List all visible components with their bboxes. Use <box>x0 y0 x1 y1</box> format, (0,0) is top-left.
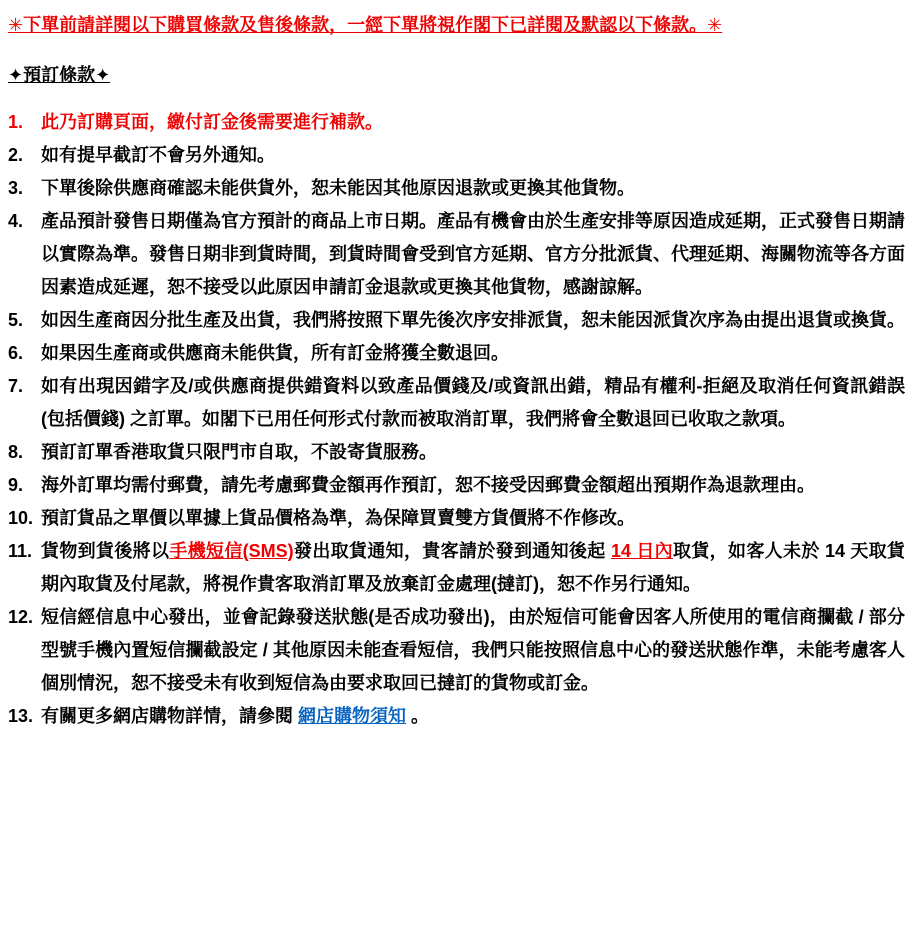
term-text: 如有提早截訂不會另外通知。 <box>41 145 275 165</box>
term-text: 預訂訂單香港取貨只限門市自取，不設寄貨服務。 <box>41 442 437 462</box>
store-shopping-guide-link[interactable]: 網店購物須知 <box>298 706 406 726</box>
term-item <box>8 700 905 733</box>
term-item <box>8 601 905 700</box>
term-item <box>8 337 905 370</box>
term-number: 3. <box>8 178 24 198</box>
term-number: 2. <box>8 145 24 165</box>
preorder-terms-document <box>8 9 905 733</box>
term-text-segment: 有關更多網店購物詳情，請參閱 <box>41 706 298 726</box>
term-number: 6. <box>8 343 24 363</box>
term-number: 13. <box>8 706 34 726</box>
term-text: 下單後除供應商確認未能供貨外，恕未能因其他原因退款或更換其他貨物。 <box>41 178 635 198</box>
term-text-segment: 發出取貨通知，貴客請於發到通知後起 <box>293 541 611 561</box>
term-text: 短信經信息中心發出，並會記錄發送狀態(是否成功發出)，由於短信可能會因客人所使用的電信商攔截 / 部分型號手機內置短信攔截設定 / 其他原因未能查看短信，我們只能按照信息中心的發送狀態作準，未能考慮客人個別情況，恕不接受未有收到短信為由要求取回已撻訂的貨物或訂金。 <box>41 607 905 693</box>
term-text-segment: 貨物到貨後將以 <box>41 541 170 561</box>
term-text: 產品預計發售日期僅為官方預計的商品上市日期。產品有機會由於生產安排等原因造成延期，正式發售日期請以實際為準。發售日期非到貨時間，到貨時間會受到官方延期、官方分批派貨、代理延期、海關物流等各方面因素造成延遲，恕不接受以此原因申請訂金退款或更換其他貨物，感謝諒解。 <box>41 211 905 297</box>
term-item <box>8 172 905 205</box>
term-text: 海外訂單均需付郵費，請先考慮郵費金額再作預訂，恕不接受因郵費金額超出預期作為退款理由。 <box>41 475 815 495</box>
term-item <box>8 205 905 304</box>
sms-notice-highlight: 手機短信(SMS) <box>169 541 294 561</box>
term-item <box>8 304 905 337</box>
term-number: 7. <box>8 376 24 396</box>
preorder-terms-section-title: ✦預訂條款✦ <box>8 65 111 85</box>
term-number: 11. <box>8 541 33 561</box>
term-item <box>8 139 905 172</box>
purchase-notice-heading: ✳下單前請詳閱以下購買條款及售後條款，一經下單將視作閣下已詳閱及默認以下條款。✳ <box>8 15 723 35</box>
term-number: 5. <box>8 310 24 330</box>
terms-list <box>8 106 905 733</box>
term-text-segment: 取貨，如客人未於 14 天取貨期內取貨及付尾款，將視作貴客取消訂單及放棄訂金處理(撻訂)，恕不作另行通知。 <box>41 541 906 594</box>
term-item <box>8 370 905 436</box>
term-item <box>8 535 905 601</box>
term-number: 4. <box>8 211 24 231</box>
term-number: 8. <box>8 442 24 462</box>
term-text-segment: 。 <box>406 706 430 726</box>
term-text: 此乃訂購頁面，繳付訂金後需要進行補款。 <box>41 112 383 132</box>
pickup-deadline-highlight: 14 日內 <box>610 541 673 561</box>
term-text: 如有出現因錯字及/或供應商提供錯資料以致產品價錢及/或資訊出錯，精品有權利-拒絕及取消任何資訊錯誤(包括價錢) 之訂單。如閣下已用任何形式付款而被取消訂單，我們將會全數退回已收取之款項。 <box>41 376 905 429</box>
term-text: 如果因生產商或供應商未能供貨，所有訂金將獲全數退回。 <box>41 343 509 363</box>
term-item <box>8 502 905 535</box>
term-number: 12. <box>8 607 34 627</box>
term-text <box>41 700 905 733</box>
term-number: 9. <box>8 475 24 495</box>
term-item <box>8 436 905 469</box>
term-text: 預訂貨品之單價以單據上貨品價格為準，為保障買賣雙方貨價將不作修改。 <box>41 508 635 528</box>
term-text: 如因生產商因分批生產及出貨，我們將按照下單先後次序安排派貨，恕未能因派貨次序為由提出退貨或換貨。 <box>41 310 905 330</box>
term-number: 1. <box>8 112 24 132</box>
term-item <box>8 469 905 502</box>
term-text <box>41 535 905 601</box>
term-number: 10. <box>8 508 34 528</box>
term-item <box>8 106 905 139</box>
